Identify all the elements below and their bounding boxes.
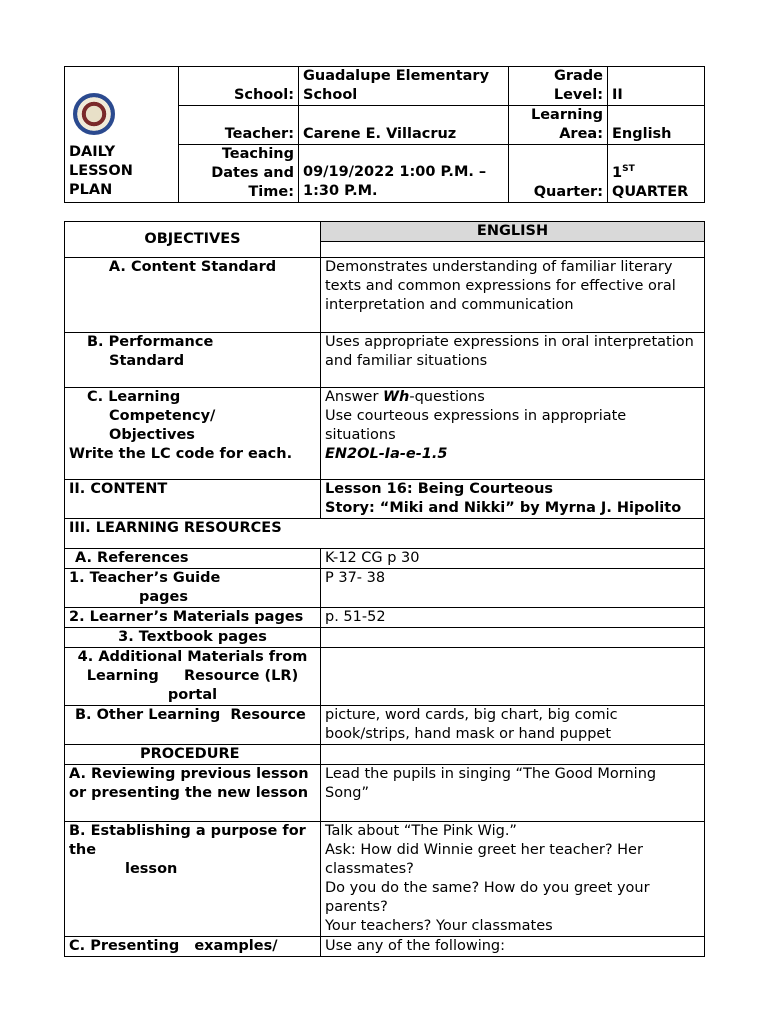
- competency-line2: Use courteous expressions in appropriate situations: [325, 408, 627, 443]
- purpose-value-2: Ask: How did Winnie greet her teacher? Her classmates?: [325, 842, 643, 877]
- competency-label: [65, 388, 321, 480]
- competency-label-line2: Competency/: [109, 408, 216, 424]
- plan-title: DAILY LESSON PLAN: [69, 144, 133, 198]
- area-label: Learning Area:: [509, 106, 608, 145]
- purpose-line2: lesson: [125, 861, 178, 877]
- performance-standard-value: Uses appropriate expressions in oral interpretation and familiar situations: [321, 333, 705, 388]
- quarter-suffix: ST: [622, 164, 635, 175]
- purpose-value-3: Do you do the same? How do you greet your parents?: [325, 880, 650, 915]
- teachers-guide-value: P 37- 38: [321, 569, 705, 608]
- header-table: [64, 66, 705, 203]
- purpose-value-4: Your teachers? Your classmates: [325, 918, 553, 934]
- content-standard-label: A. Content Standard: [65, 258, 321, 333]
- performance-label-line1: B. Performance: [87, 334, 214, 350]
- competency-label-line1: C. Learning: [87, 389, 181, 405]
- review-value: Lead the pupils in singing “The Good Morning Song”: [321, 765, 705, 822]
- additional-materials-value: [321, 648, 705, 706]
- quarter-word: QUARTER: [612, 184, 689, 200]
- lesson-plan-table: [64, 221, 705, 957]
- competency-value: [321, 388, 705, 480]
- content-label: II. CONTENT: [65, 480, 321, 519]
- review-label: A. Reviewing previous lesson or presenting the new lesson: [65, 765, 321, 822]
- purpose-label: [65, 822, 321, 937]
- dates-value: 09/19/2022 1:00 P.M. – 1:30 P.M.: [299, 145, 509, 203]
- subject-blank-cell: [321, 242, 705, 258]
- content-lesson: Lesson 16: Being Courteous: [325, 481, 554, 497]
- competency-answer-em: Wh: [383, 389, 410, 405]
- competency-answer-pre: Answer: [325, 389, 384, 405]
- purpose-line1: B. Establishing a purpose for the: [69, 823, 306, 858]
- school-value: Guadalupe Elementary School: [299, 67, 509, 106]
- learners-materials-label: 2. Learner’s Materials pages: [65, 608, 321, 628]
- competency-answer: [325, 388, 700, 407]
- teacher-value: Carene E. Villacruz: [299, 106, 509, 145]
- teachers-guide-line2: pages: [139, 589, 189, 605]
- teachers-guide-line1: 1. Teacher’s Guide: [69, 570, 221, 586]
- subject-header: ENGLISH: [321, 222, 705, 242]
- competency-code: EN2OL-Ia-e-1.5: [325, 446, 448, 462]
- additional-materials-label: [65, 648, 321, 706]
- competency-answer-post: -questions: [409, 389, 485, 405]
- purpose-value: [321, 822, 705, 937]
- plan-title-cell: [65, 67, 179, 203]
- presenting-label: C. Presenting examples/: [65, 937, 321, 957]
- additional-line3: portal: [167, 687, 218, 703]
- textbook-label: 3. Textbook pages: [65, 628, 321, 648]
- references-value: K-12 CG p 30: [321, 549, 705, 569]
- area-value: English: [608, 106, 705, 145]
- quarter-label: Quarter:: [509, 145, 608, 203]
- additional-line2: Learning Resource (LR): [86, 668, 299, 684]
- competency-label-line3: Objectives: [109, 427, 195, 443]
- additional-line1: 4. Additional Materials from: [77, 649, 308, 665]
- grade-value: II: [608, 67, 705, 106]
- quarter-value: [608, 145, 705, 203]
- performance-standard-label: [65, 333, 321, 388]
- learners-materials-value: p. 51-52: [321, 608, 705, 628]
- other-resource-value: picture, word cards, big chart, big comic book/strips, hand mask or hand puppet: [321, 706, 705, 745]
- procedure-label: PROCEDURE: [65, 745, 321, 765]
- textbook-value: [321, 628, 705, 648]
- content-value: [321, 480, 705, 519]
- competency-label-line4: Write the LC code for each.: [69, 446, 293, 462]
- content-standard-value: Demonstrates understanding of familiar literary texts and common expressions for effective oral interpretation and communication: [321, 258, 705, 333]
- grade-label: Grade Level:: [509, 67, 608, 106]
- presenting-value: Use any of the following:: [321, 937, 705, 957]
- school-label: School:: [179, 67, 299, 106]
- teachers-guide-label: [65, 569, 321, 608]
- quarter-number: 1: [612, 165, 623, 181]
- dates-label: Teaching Dates and Time:: [179, 145, 299, 203]
- purpose-value-1: Talk about “The Pink Wig.”: [325, 823, 517, 839]
- teacher-label: Teacher:: [179, 106, 299, 145]
- procedure-value: [321, 745, 705, 765]
- performance-label-line2: Standard: [109, 353, 185, 369]
- resources-header: III. LEARNING RESOURCES: [65, 519, 705, 549]
- other-resource-label: B. Other Learning Resource: [65, 706, 321, 745]
- references-label: A. References: [65, 549, 321, 569]
- objectives-header: OBJECTIVES: [65, 222, 321, 258]
- content-story: Story: “Miki and Nikki” by Myrna J. Hipolito: [325, 500, 682, 516]
- deped-seal-icon: [73, 93, 115, 135]
